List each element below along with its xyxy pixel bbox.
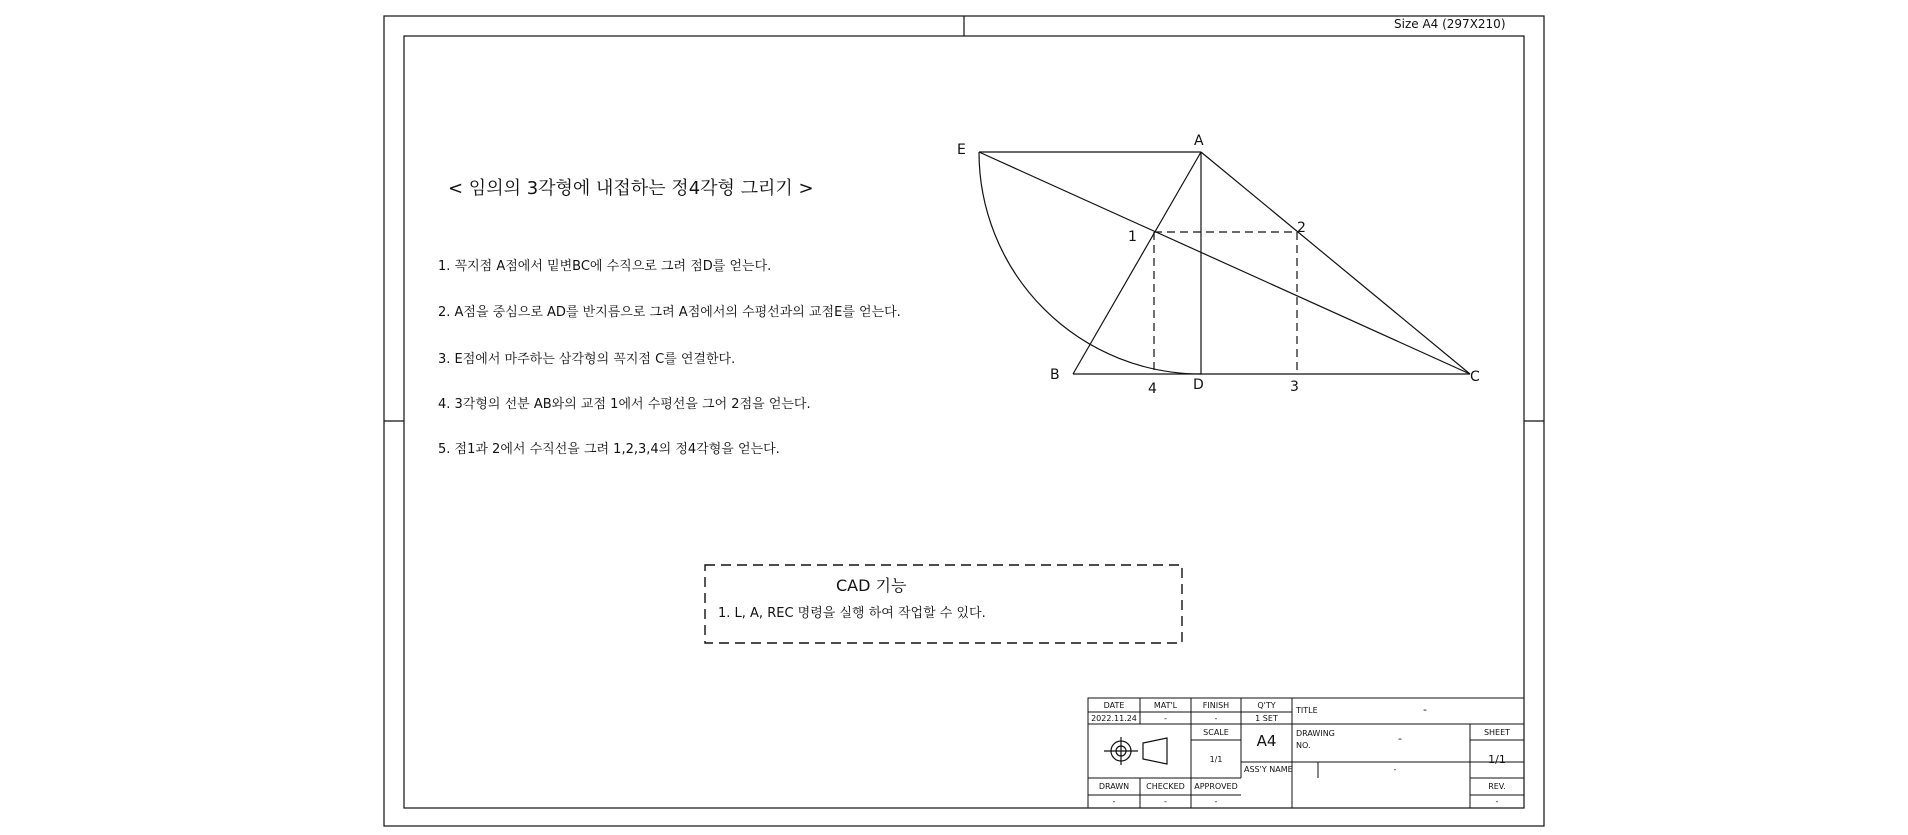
point-label-e: E xyxy=(957,142,966,158)
tb-scale-value: 1/1 xyxy=(1209,755,1223,764)
point-label-1: 1 xyxy=(1128,229,1137,245)
sheet-size-label: Size A4 (297X210) xyxy=(1394,17,1506,31)
side-ab xyxy=(1073,152,1201,374)
side-ac xyxy=(1201,152,1470,374)
point-label-4: 4 xyxy=(1148,381,1157,397)
page-title: < 임의의 3각형에 내접하는 정4각형 그리기 > xyxy=(448,178,814,199)
tb-approved-label: APPROVED xyxy=(1194,782,1238,791)
tb-assy-value: - xyxy=(1393,765,1397,774)
tb-drawn-value: - xyxy=(1112,797,1116,806)
point-label-3: 3 xyxy=(1290,379,1299,395)
tb-title-label: TITLE xyxy=(1296,706,1318,715)
tb-rev-value: - xyxy=(1495,797,1499,806)
tb-matl-label: MAT'L xyxy=(1153,701,1178,710)
tb-checked-label: CHECKED xyxy=(1146,782,1185,791)
tb-scale-label: SCALE xyxy=(1203,728,1229,737)
tb-drawing-value: - xyxy=(1398,732,1402,745)
tb-date-label: DATE xyxy=(1103,701,1125,710)
point-label-2: 2 xyxy=(1297,220,1306,236)
tb-matl-value: - xyxy=(1164,714,1167,723)
tb-approved-value: - xyxy=(1214,797,1218,806)
projection-symbol-icon xyxy=(1104,737,1167,765)
point-label-a: A xyxy=(1194,133,1204,149)
point-label-c: C xyxy=(1470,369,1480,385)
construction-diagram xyxy=(979,152,1470,374)
cad-box-line: 1. L, A, REC 명령을 실행 하여 작업할 수 있다. xyxy=(718,606,986,621)
cad-box-border xyxy=(705,565,1182,643)
arc-ed xyxy=(979,152,1201,374)
tb-paper-size: A4 xyxy=(1256,732,1277,750)
tb-qty-label: Q'TY xyxy=(1257,701,1276,710)
tb-assy-label: ASS'Y NAME xyxy=(1244,765,1293,774)
tb-finish-value: - xyxy=(1214,714,1218,723)
tb-finish-label: FINISH xyxy=(1202,701,1230,710)
tb-qty-value: 1 SET xyxy=(1255,714,1278,723)
step-item: 2. A점을 중심으로 AD를 반지름으로 그려 A점에서의 수평선과의 교점E를 얻는다. xyxy=(438,305,901,320)
tb-date-value: 2022.11.24 xyxy=(1091,714,1137,723)
tb-title-value: - xyxy=(1423,703,1427,716)
tb-sheet-value: 1/1 xyxy=(1488,753,1506,766)
tb-drawing-label-no: NO. xyxy=(1296,741,1311,750)
tb-checked-value: - xyxy=(1164,797,1167,806)
step-item: 3. E점에서 마주하는 삼각형의 꼭지점 C를 연결한다. xyxy=(438,352,736,367)
outer-border xyxy=(384,16,1544,826)
step-item: 1. 꼭지점 A점에서 밑변BC에 수직으로 그려 점D를 얻는다. xyxy=(438,259,772,274)
point-label-d: D xyxy=(1193,377,1204,393)
point-label-b: B xyxy=(1050,367,1060,383)
tb-rev-label: REV. xyxy=(1488,782,1506,791)
step-item: 5. 점1과 2에서 수직선을 그려 1,2,3,4의 정4각형을 얻는다. xyxy=(438,442,780,457)
tb-sheet-label: SHEET xyxy=(1483,728,1511,737)
inscribed-square xyxy=(1154,232,1297,374)
tb-drawn-label: DRAWN xyxy=(1098,782,1130,791)
line-ec xyxy=(979,152,1470,374)
step-item: 4. 3각형의 선분 AB와의 교점 1에서 수평선을 그어 2점을 얻는다. xyxy=(438,397,811,412)
cad-box-heading: CAD 기능 xyxy=(836,576,907,595)
tb-drawing-label: DRAWING xyxy=(1296,729,1335,738)
